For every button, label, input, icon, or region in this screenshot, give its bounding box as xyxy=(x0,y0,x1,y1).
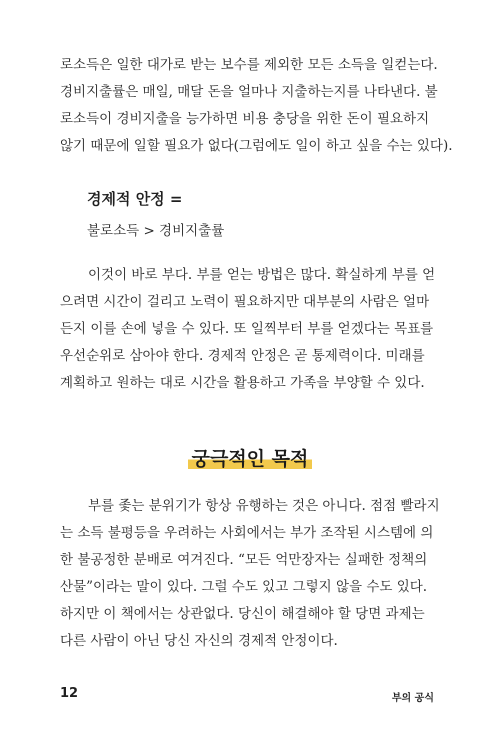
paragraph-ultimate-goal xyxy=(60,493,440,655)
section-heading xyxy=(0,444,500,471)
text-line: 경비지출률은 매일, 매달 돈을 얼마나 지출하는지를 나타낸다. 불 xyxy=(60,84,438,100)
formula-expression: 불로소득 > 경비지출률 xyxy=(87,223,225,239)
text-line: 다른 사람이 아닌 당신 자신의 경제적 안정이다. xyxy=(60,633,338,649)
text-line: 계획하고 원하는 대로 시간을 활용하고 가족을 부양할 수 있다. xyxy=(60,375,425,391)
paragraph-wealth-definition xyxy=(60,262,436,397)
text-line: 으려면 시간이 걸리고 노력이 필요하지만 대부분의 사람은 얼마 xyxy=(60,294,430,310)
section-heading-text: 궁극적인 목적 xyxy=(188,444,313,471)
text-line: 부를 좇는 분위기가 항상 유행하는 것은 아니다. 점점 빨라지 xyxy=(88,498,440,514)
formula-title: 경제적 안정 = xyxy=(87,190,183,208)
text-line: 로소득은 일한 대가로 받는 보수를 제외한 모든 소득을 일컫는다. xyxy=(60,57,438,73)
text-line: 든지 이를 손에 넣을 수 있다. 또 일찍부터 부를 얻겠다는 목표를 xyxy=(60,321,434,337)
text-line: 우선순위로 삼아야 한다. 경제적 안정은 곧 통제력이다. 미래를 xyxy=(60,348,425,364)
text-line: 한 불공정한 분배로 여겨진다. “모든 억만장자는 실패한 정책의 xyxy=(60,552,428,568)
text-line: 로소득이 경비지출을 능가하면 비용 충당을 위한 돈이 필요하지 xyxy=(60,111,430,127)
text-line: 이것이 바로 부다. 부를 얻는 방법은 많다. 확실하게 부를 얻 xyxy=(88,267,436,283)
text-line: 는 소득 불평등을 우려하는 사회에서는 부가 조작된 시스템에 의 xyxy=(60,525,434,541)
page-number: 12 xyxy=(60,686,79,701)
text-line: 산물”이라는 말이 있다. 그럴 수도 있고 그렇지 않을 수도 있다. xyxy=(60,579,428,595)
paragraph-unearned-income xyxy=(60,52,453,160)
text-line: 하지만 이 책에서는 상관없다. 당신이 해결해야 할 당면 과제는 xyxy=(60,606,425,622)
text-line: 않기 때문에 일할 필요가 없다(그럼에도 일이 하고 싶을 수는 있다). xyxy=(60,138,453,154)
running-title: 부의 공식 xyxy=(391,693,434,704)
